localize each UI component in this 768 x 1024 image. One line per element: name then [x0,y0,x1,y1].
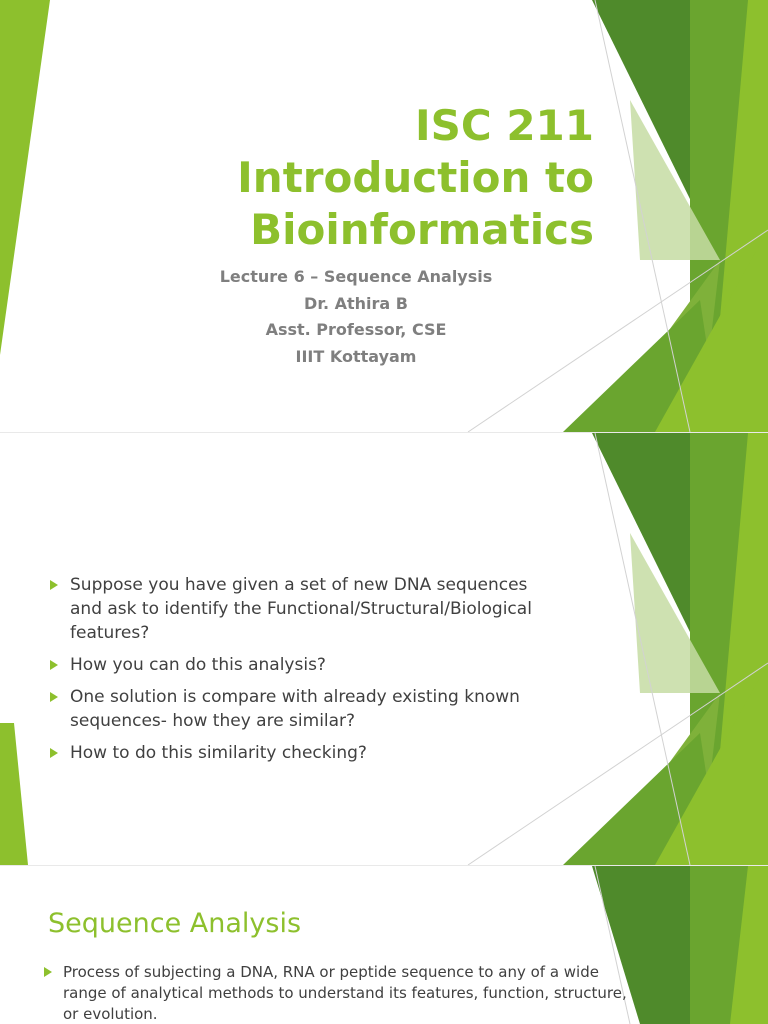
bullet-text: Suppose you have given a set of new DNA sequences and ask to identify the Functional/Structural/Biological features? [70,575,532,643]
triangle-bullet-icon [50,660,58,670]
presentation-subtitle [160,264,552,370]
bullet-item [48,653,548,677]
bullet-item [48,573,548,645]
slide-questions [0,433,768,865]
subtitle-institute: IIIT Kottayam [295,346,417,366]
slide-sequence-analysis [0,866,768,1024]
bullet-item [44,962,634,1024]
bullet-item [48,741,548,765]
bullet-text: How you can do this analysis? [70,655,326,675]
slide-heading: Sequence Analysis [48,908,302,939]
subtitle-position: Asst. Professor, CSE [265,320,447,339]
triangle-bullet-icon [44,967,52,977]
subtitle-lecture: Lecture 6 – Sequence Analysis [219,267,493,286]
bullet-text: One solution is compare with already existing known sequences- how they are similar? [70,687,520,731]
title-line-1: ISC 211 [415,101,594,150]
bullet-text: How to do this similarity checking? [70,743,367,763]
bullet-list [48,573,548,773]
triangle-bullet-icon [50,580,58,590]
bullet-list [44,962,634,1024]
title-line-2: Introduction to [237,153,594,202]
triangle-bullet-icon [50,692,58,702]
slide-title [0,0,768,432]
presentation-title [237,100,594,256]
triangle-bullet-icon [50,748,58,758]
title-line-3: Bioinformatics [250,205,594,254]
subtitle-author: Dr. Athira B [304,293,408,313]
bullet-text: Process of subjecting a DNA, RNA or peptide sequence to any of a wide range of analytical methods to understand its features, function, structure, or evolution. [63,963,627,1023]
bullet-item [48,685,548,733]
